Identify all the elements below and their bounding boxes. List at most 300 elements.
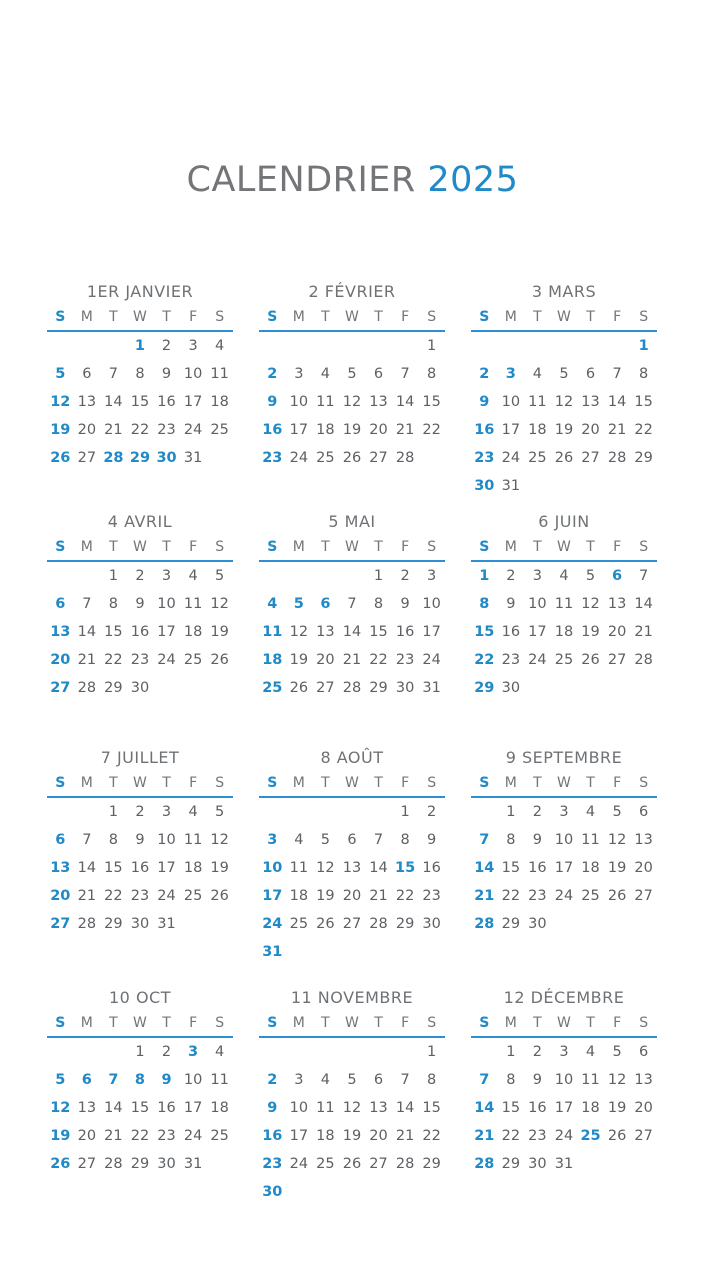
- day-cell: 8: [108, 832, 119, 848]
- weekday-label: W: [557, 775, 571, 791]
- day-cell: 26: [210, 652, 229, 668]
- days-grid: [47, 1038, 233, 1178]
- weekday-header: [47, 770, 233, 798]
- day-cell: 23: [501, 652, 521, 668]
- day-cell: 25: [183, 888, 203, 904]
- day-empty: [100, 332, 127, 360]
- day-cell: 19: [289, 652, 309, 668]
- day-cell: 7: [400, 366, 410, 382]
- month-block: [47, 510, 233, 702]
- weekday-label: T: [321, 1015, 330, 1031]
- day-cell: 25: [210, 1128, 229, 1144]
- weekday-label: W: [345, 775, 359, 791]
- day-cell: 3: [188, 338, 198, 354]
- day-cell: 22: [130, 422, 150, 438]
- day-cell: 18: [183, 624, 203, 640]
- day-highlighted: 25: [580, 1128, 601, 1144]
- month-block: [471, 986, 657, 1178]
- day-cell: 10: [289, 394, 309, 410]
- day-cell: 23: [528, 888, 547, 904]
- weekday-label: T: [162, 775, 171, 791]
- day-cell: 6: [373, 1072, 384, 1088]
- weekday-label: S: [639, 539, 649, 555]
- day-cell: 30: [395, 680, 415, 696]
- day-cell: 19: [581, 624, 600, 640]
- day-empty: [339, 562, 366, 590]
- weekday-label: T: [321, 309, 330, 325]
- day-cell: 20: [316, 652, 335, 668]
- day-cell: 8: [108, 596, 119, 612]
- day-empty: [259, 562, 286, 590]
- day-cell: 7: [612, 366, 622, 382]
- month-name: 3 MARS: [531, 282, 597, 301]
- day-cell: 19: [342, 1128, 362, 1144]
- day-empty: [524, 332, 551, 360]
- day-cell: 14: [342, 624, 362, 640]
- day-cell: 25: [316, 450, 335, 466]
- weekday-label: S: [215, 1015, 225, 1031]
- day-cell: 16: [130, 624, 150, 640]
- day-cell: 13: [316, 624, 335, 640]
- day-highlighted: 1: [479, 568, 490, 584]
- day-cell: 27: [342, 916, 362, 932]
- weekday-label: S: [479, 775, 490, 791]
- day-cell: 5: [585, 568, 596, 584]
- title-year: 2025: [427, 160, 519, 200]
- weekday-header: [471, 770, 657, 798]
- day-cell: 17: [501, 422, 521, 438]
- day-cell: 4: [585, 804, 596, 820]
- day-highlighted: 23: [474, 450, 495, 466]
- weekday-label: S: [427, 309, 437, 325]
- day-highlighted: 7: [479, 1072, 490, 1088]
- weekday-label: S: [479, 539, 490, 555]
- day-cell: 7: [373, 832, 384, 848]
- day-cell: 8: [427, 1072, 437, 1088]
- day-cell: 24: [554, 1128, 574, 1144]
- day-cell: 22: [104, 888, 123, 904]
- day-cell: 19: [210, 860, 229, 876]
- day-highlighted: 20: [50, 888, 71, 904]
- day-cell: 21: [77, 652, 97, 668]
- month-name: 11 NOVEMBRE: [290, 988, 414, 1007]
- day-highlighted: 5: [293, 596, 304, 612]
- day-cell: 2: [532, 804, 543, 820]
- day-cell: 28: [369, 916, 388, 932]
- day-cell: 11: [528, 394, 547, 410]
- weekday-label: S: [639, 309, 649, 325]
- weekday-label: T: [586, 775, 595, 791]
- weekday-label: S: [479, 309, 490, 325]
- weekday-label: T: [109, 1015, 118, 1031]
- days-grid: [259, 798, 445, 966]
- day-cell: 10: [157, 832, 176, 848]
- weekday-label: M: [80, 309, 93, 325]
- weekday-label: S: [479, 1015, 490, 1031]
- weekday-label: M: [80, 539, 93, 555]
- day-cell: 23: [157, 422, 176, 438]
- day-cell: 13: [634, 1072, 653, 1088]
- day-cell: 16: [528, 1100, 547, 1116]
- days-grid: [471, 1038, 657, 1178]
- day-cell: 30: [528, 916, 547, 932]
- weekday-label: T: [586, 309, 595, 325]
- day-highlighted: 13: [50, 624, 71, 640]
- day-cell: 3: [532, 568, 543, 584]
- days-grid: [47, 332, 233, 472]
- weekday-label: S: [427, 775, 437, 791]
- day-cell: 14: [77, 624, 97, 640]
- day-cell: 27: [77, 450, 97, 466]
- day-cell: 4: [532, 366, 543, 382]
- day-cell: 21: [607, 422, 627, 438]
- day-cell: 8: [135, 366, 145, 382]
- day-cell: 5: [612, 804, 622, 820]
- day-highlighted: 9: [161, 1072, 172, 1088]
- weekday-label: F: [401, 1015, 410, 1031]
- day-highlighted: 26: [50, 450, 71, 466]
- day-empty: [312, 798, 339, 826]
- month-block: [471, 510, 657, 702]
- day-cell: 13: [607, 596, 627, 612]
- day-cell: 31: [501, 478, 521, 494]
- day-cell: 2: [427, 804, 437, 820]
- day-cell: 28: [342, 680, 362, 696]
- day-empty: [74, 332, 101, 360]
- weekday-label: T: [533, 309, 542, 325]
- weekday-label: F: [613, 775, 622, 791]
- day-empty: [471, 1038, 498, 1066]
- day-cell: 25: [554, 652, 574, 668]
- day-cell: 2: [135, 568, 145, 584]
- weekday-label: M: [292, 1015, 305, 1031]
- day-cell: 11: [581, 832, 600, 848]
- day-empty: [286, 332, 313, 360]
- weekday-label: W: [345, 309, 359, 325]
- day-cell: 30: [157, 1156, 176, 1172]
- day-highlighted: 28: [474, 916, 495, 932]
- day-cell: 15: [104, 860, 123, 876]
- day-highlighted: 19: [50, 1128, 71, 1144]
- day-cell: 29: [501, 1156, 521, 1172]
- day-cell: 10: [528, 596, 547, 612]
- day-cell: 24: [289, 1156, 309, 1172]
- day-cell: 12: [342, 394, 362, 410]
- month-name: 1ER JANVIER: [86, 282, 194, 301]
- day-highlighted: 9: [267, 394, 278, 410]
- day-highlighted: 15: [474, 624, 495, 640]
- day-cell: 10: [554, 832, 574, 848]
- day-cell: 26: [342, 1156, 362, 1172]
- day-cell: 9: [135, 596, 145, 612]
- day-cell: 25: [528, 450, 547, 466]
- day-highlighted: 6: [320, 596, 331, 612]
- day-cell: 31: [554, 1156, 574, 1172]
- day-empty: [392, 1038, 419, 1066]
- day-cell: 29: [634, 450, 653, 466]
- day-highlighted: 15: [395, 860, 416, 876]
- weekday-label: F: [189, 539, 198, 555]
- day-cell: 26: [607, 1128, 627, 1144]
- day-highlighted: 30: [262, 1184, 283, 1200]
- day-highlighted: 23: [262, 1156, 283, 1172]
- day-empty: [551, 332, 578, 360]
- day-cell: 9: [532, 1072, 543, 1088]
- day-cell: 9: [400, 596, 410, 612]
- day-cell: 12: [607, 1072, 627, 1088]
- day-cell: 11: [554, 596, 574, 612]
- weekday-label: T: [321, 775, 330, 791]
- day-highlighted: 6: [55, 832, 66, 848]
- days-grid: [471, 798, 657, 938]
- day-cell: 27: [581, 450, 600, 466]
- day-cell: 3: [559, 1044, 569, 1060]
- day-empty: [100, 1038, 127, 1066]
- day-cell: 2: [135, 804, 145, 820]
- day-empty: [47, 798, 74, 826]
- day-cell: 16: [528, 860, 547, 876]
- month-name: 10 OCT: [109, 988, 171, 1007]
- day-highlighted: 8: [134, 1072, 146, 1088]
- day-cell: 19: [607, 1100, 627, 1116]
- day-cell: 17: [157, 624, 176, 640]
- day-cell: 2: [400, 568, 410, 584]
- weekday-label: T: [533, 775, 542, 791]
- title-word: CALENDRIER: [186, 160, 416, 200]
- day-cell: 7: [639, 568, 649, 584]
- day-cell: 29: [422, 1156, 441, 1172]
- day-cell: 11: [210, 366, 229, 382]
- day-cell: 1: [108, 804, 119, 820]
- day-cell: 5: [612, 1044, 622, 1060]
- weekday-label: W: [557, 539, 571, 555]
- day-cell: 1: [427, 1044, 437, 1060]
- weekday-label: W: [133, 539, 147, 555]
- weekday-label: T: [586, 1015, 595, 1031]
- day-cell: 6: [585, 366, 596, 382]
- weekday-label: M: [292, 775, 305, 791]
- day-cell: 4: [320, 1072, 331, 1088]
- weekday-label: F: [189, 309, 198, 325]
- weekday-label: F: [401, 775, 410, 791]
- weekday-label: S: [55, 539, 66, 555]
- day-cell: 19: [342, 422, 362, 438]
- weekday-label: T: [586, 539, 595, 555]
- day-highlighted: 3: [505, 366, 516, 382]
- day-cell: 7: [82, 832, 92, 848]
- day-cell: 12: [289, 624, 309, 640]
- day-highlighted: 6: [612, 568, 623, 584]
- day-cell: 14: [104, 394, 123, 410]
- day-cell: 18: [210, 1100, 229, 1116]
- day-cell: 11: [183, 596, 203, 612]
- weekday-label: T: [109, 539, 118, 555]
- weekday-label: F: [613, 539, 622, 555]
- day-cell: 17: [183, 394, 203, 410]
- day-cell: 24: [422, 652, 441, 668]
- month-block: [471, 280, 657, 500]
- day-cell: 5: [215, 804, 225, 820]
- day-cell: 20: [77, 1128, 97, 1144]
- month-name: 5 MAI: [328, 512, 376, 531]
- day-cell: 20: [342, 888, 362, 904]
- day-cell: 19: [210, 624, 229, 640]
- weekday-header: [47, 304, 233, 332]
- days-grid: [471, 332, 657, 500]
- day-cell: 17: [422, 624, 441, 640]
- day-cell: 14: [104, 1100, 123, 1116]
- day-cell: 3: [294, 366, 304, 382]
- day-cell: 28: [104, 1156, 123, 1172]
- day-cell: 13: [369, 394, 388, 410]
- day-cell: 9: [427, 832, 437, 848]
- weekday-label: W: [345, 539, 359, 555]
- weekday-label: F: [613, 309, 622, 325]
- day-highlighted: 20: [50, 652, 71, 668]
- day-highlighted: 13: [50, 860, 71, 876]
- day-cell: 5: [347, 1072, 357, 1088]
- day-highlighted: 29: [474, 680, 495, 696]
- day-empty: [392, 332, 419, 360]
- day-cell: 22: [501, 888, 521, 904]
- weekday-label: F: [401, 309, 410, 325]
- day-cell: 20: [369, 422, 388, 438]
- day-highlighted: 28: [474, 1156, 495, 1172]
- day-highlighted: 29: [129, 450, 151, 466]
- days-grid: [259, 332, 445, 472]
- weekday-label: T: [374, 1015, 383, 1031]
- day-empty: [498, 332, 525, 360]
- day-cell: 16: [130, 860, 150, 876]
- day-highlighted: 3: [267, 832, 278, 848]
- day-cell: 30: [130, 680, 150, 696]
- weekday-label: T: [533, 539, 542, 555]
- day-cell: 31: [183, 450, 203, 466]
- day-highlighted: 9: [479, 394, 490, 410]
- weekday-label: M: [504, 1015, 517, 1031]
- weekday-label: W: [133, 309, 147, 325]
- day-highlighted: 26: [50, 1156, 71, 1172]
- day-cell: 1: [400, 804, 410, 820]
- day-highlighted: 7: [479, 832, 490, 848]
- day-highlighted: 22: [474, 652, 495, 668]
- day-cell: 3: [559, 804, 569, 820]
- day-cell: 24: [157, 888, 176, 904]
- day-cell: 13: [634, 832, 653, 848]
- day-cell: 21: [395, 1128, 415, 1144]
- day-cell: 24: [157, 652, 176, 668]
- day-cell: 27: [634, 888, 653, 904]
- day-cell: 8: [506, 832, 516, 848]
- day-cell: 2: [161, 1044, 172, 1060]
- weekday-label: S: [215, 539, 225, 555]
- weekday-header: [259, 304, 445, 332]
- day-highlighted: 14: [474, 1100, 495, 1116]
- day-empty: [286, 798, 313, 826]
- weekday-header: [471, 534, 657, 562]
- weekday-label: S: [55, 1015, 66, 1031]
- weekday-label: W: [345, 1015, 359, 1031]
- day-cell: 20: [634, 1100, 653, 1116]
- day-cell: 18: [581, 860, 600, 876]
- weekday-header: [259, 1010, 445, 1038]
- day-cell: 20: [607, 624, 627, 640]
- day-empty: [74, 1038, 101, 1066]
- day-cell: 14: [395, 1100, 415, 1116]
- day-cell: 28: [395, 1156, 415, 1172]
- day-cell: 27: [607, 652, 627, 668]
- day-cell: 9: [161, 366, 172, 382]
- day-cell: 31: [157, 916, 176, 932]
- month-name: 7 JUILLET: [100, 748, 180, 767]
- month-block: [47, 280, 233, 472]
- weekday-label: S: [215, 775, 225, 791]
- day-cell: 4: [188, 804, 198, 820]
- day-cell: 14: [607, 394, 627, 410]
- day-highlighted: 4: [267, 596, 278, 612]
- day-highlighted: 23: [262, 450, 283, 466]
- day-cell: 16: [501, 624, 521, 640]
- day-cell: 8: [506, 1072, 516, 1088]
- day-cell: 5: [559, 366, 569, 382]
- day-cell: 15: [634, 394, 653, 410]
- day-empty: [339, 1038, 366, 1066]
- day-cell: 18: [316, 422, 335, 438]
- day-cell: 26: [289, 680, 309, 696]
- day-cell: 12: [210, 832, 229, 848]
- day-cell: 1: [135, 1044, 145, 1060]
- day-cell: 25: [316, 1156, 335, 1172]
- day-cell: 10: [289, 1100, 309, 1116]
- day-cell: 4: [559, 568, 569, 584]
- month-block: [259, 746, 445, 966]
- day-empty: [286, 562, 313, 590]
- day-cell: 3: [427, 568, 437, 584]
- month-block: [471, 746, 657, 938]
- day-cell: 7: [108, 366, 119, 382]
- weekday-label: T: [533, 1015, 542, 1031]
- day-cell: 31: [183, 1156, 203, 1172]
- day-cell: 28: [77, 916, 97, 932]
- day-cell: 6: [347, 832, 357, 848]
- weekday-label: F: [613, 1015, 622, 1031]
- day-empty: [259, 1038, 286, 1066]
- day-cell: 7: [82, 596, 92, 612]
- day-cell: 16: [157, 1100, 176, 1116]
- day-cell: 24: [183, 422, 203, 438]
- weekday-label: S: [55, 309, 66, 325]
- weekday-header: [47, 534, 233, 562]
- day-cell: 28: [634, 652, 653, 668]
- day-cell: 24: [501, 450, 521, 466]
- day-highlighted: 24: [262, 916, 283, 932]
- day-cell: 20: [634, 860, 653, 876]
- day-empty: [577, 332, 604, 360]
- day-highlighted: 1: [638, 338, 649, 354]
- day-cell: 30: [422, 916, 441, 932]
- day-cell: 25: [581, 888, 600, 904]
- day-highlighted: 5: [55, 366, 66, 382]
- day-cell: 15: [369, 624, 388, 640]
- day-cell: 27: [316, 680, 335, 696]
- day-cell: 22: [501, 1128, 521, 1144]
- day-cell: 23: [422, 888, 441, 904]
- day-cell: 12: [581, 596, 600, 612]
- day-cell: 25: [289, 916, 309, 932]
- day-cell: 12: [607, 832, 627, 848]
- day-cell: 2: [506, 568, 516, 584]
- day-cell: 9: [506, 596, 516, 612]
